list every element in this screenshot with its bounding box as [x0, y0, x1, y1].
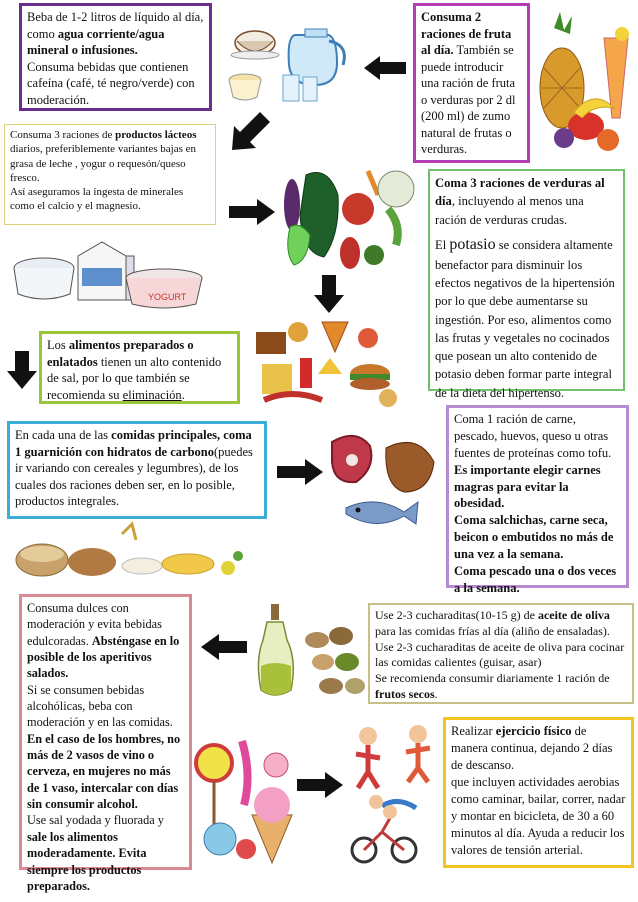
arrow-icon — [229, 199, 275, 225]
fast-food-icon — [252, 318, 412, 408]
arrow-icon — [7, 351, 37, 389]
vegetables-text: Coma 3 raciones de verduras al día, incluyendo al menos una ración de verduras crudas. — [435, 176, 605, 227]
protein-text-2: Es importante elegir carnes magras para evitar la obesidad. — [454, 462, 601, 511]
candy-icon — [192, 735, 297, 865]
oil-text-3: Se recomienda consumir diariamente 1 ración de frutos secos. — [375, 671, 610, 702]
meat-fish-icon — [326, 428, 444, 540]
dairy-text: Consuma 3 raciones de productos lácteos diarios, preferiblemente variantes bajas en grasa de leche , yogur o requesón/queso fresco. — [10, 129, 197, 184]
yogurt-label: YOGURT — [148, 292, 187, 302]
prepared-text: Los alimentos preparados o enlatados tienen un alto contenido de sal, por lo que también se recomienda su eliminación. — [47, 338, 222, 402]
protein-text-4: Coma pescado una o dos veces a la semana. — [454, 563, 617, 595]
arrow-icon — [314, 275, 344, 313]
sweets-box — [19, 594, 192, 893]
arrow-icon — [201, 634, 247, 660]
fruit-icon — [534, 8, 634, 158]
fruit-box — [413, 3, 530, 163]
exercise-icon — [346, 722, 442, 868]
prepared-foods-box — [39, 331, 240, 404]
exercise-box — [443, 717, 634, 868]
arrow-icon — [297, 772, 343, 798]
oil-text: Use 2-3 cucharaditas(10-15 g) de aceite de oliva para las comidas frías al día (aliño de ensaladas). — [375, 608, 610, 638]
grains-icon — [12, 520, 247, 582]
arrow-icon — [364, 56, 406, 80]
arrow-icon — [230, 112, 270, 152]
dairy-box — [4, 124, 216, 225]
sweets-text: Consuma dulces con moderación y evita bebidas edulcoradas. Absténgase en lo posible de los aperitivos salados. — [27, 601, 180, 681]
milk-icon — [8, 238, 213, 313]
dairy-text-2: Así aseguramos la ingesta de minerales como el calcio y el magnesio. — [10, 186, 184, 213]
fruit-text: Consuma 2 raciones de fruta al día. También se puede introducir una ración de fruta o verduras por 2 dl (200 ml) de zumo natural de frutas o verduras. — [421, 10, 516, 156]
grains-text: En cada una de las comidas principales, coma 1 guarnición con hidratos de carbono(puedes ir variando con cereales y legumbres), de los cuales dos raciones deben ser, en lo posible, productos integrales. — [15, 428, 253, 508]
sweets-text-2: Si se consumen bebidas alcohólicas, beba con moderación y en las comidas. En el caso de los hombres, no más de 2 vasos de vino o cerveza, en mujeres no más de 1 vaso, intercalar con días sin consumir alcohol. — [27, 682, 181, 812]
protein-text-3: Coma salchichas, carne seca, beicon o embutidos no más de una vez a la semana. — [454, 513, 614, 561]
oil-text-2: Use 2-3 cucharaditas de aceite de oliva para cocinar las comidas calientes (guisar, asar) — [375, 639, 625, 670]
water-box — [19, 3, 212, 111]
sweets-text-3: Use sal yodada y fluorada y sale los alimentos moderadamente. Evita siempre los productos preparados. — [27, 813, 164, 893]
vegetables-text-2: El potasio se considera altamente benefactor para disminuir los efectos negativos de la hipertensión por lo que debe aumentarse su ingestión. Por eso, alimentos como las frutas y vegetales no cocinados que posean un alto contenido de potasio deben formar parte integral de la dieta del hipertenso. — [435, 235, 615, 400]
water-text: Beba de 1-2 litros de líquido al día, como agua corriente/agua mineral o infusiones. — [27, 10, 204, 57]
protein-box — [446, 405, 629, 595]
arrow-icon — [277, 459, 323, 485]
olive-oil-icon — [257, 600, 367, 705]
olive-oil-box — [368, 603, 634, 704]
grains-box — [7, 421, 267, 519]
teapot-icon — [225, 5, 355, 105]
exercise-text: Realizar ejercicio físico de manera continua, dejando 2 días de descanso. — [451, 724, 613, 772]
vegetables-box — [428, 169, 625, 400]
water-text-2: Consuma bebidas que contienen cafeína (café, té negro/verde) con moderación. — [27, 59, 195, 107]
vegetables-icon — [278, 165, 426, 275]
exercise-text-2: que incluyen actividades aerobias como caminar, bailar, correr, nadar y montar en bicicleta, de 30 a 60 minutos al día. Ayuda a reducir los valores de tensión arterial. — [451, 775, 626, 857]
protein-text: Coma 1 ración de carne, pescado, huevos, queso u otras fuentes de proteínas como tofu. — [454, 412, 612, 460]
